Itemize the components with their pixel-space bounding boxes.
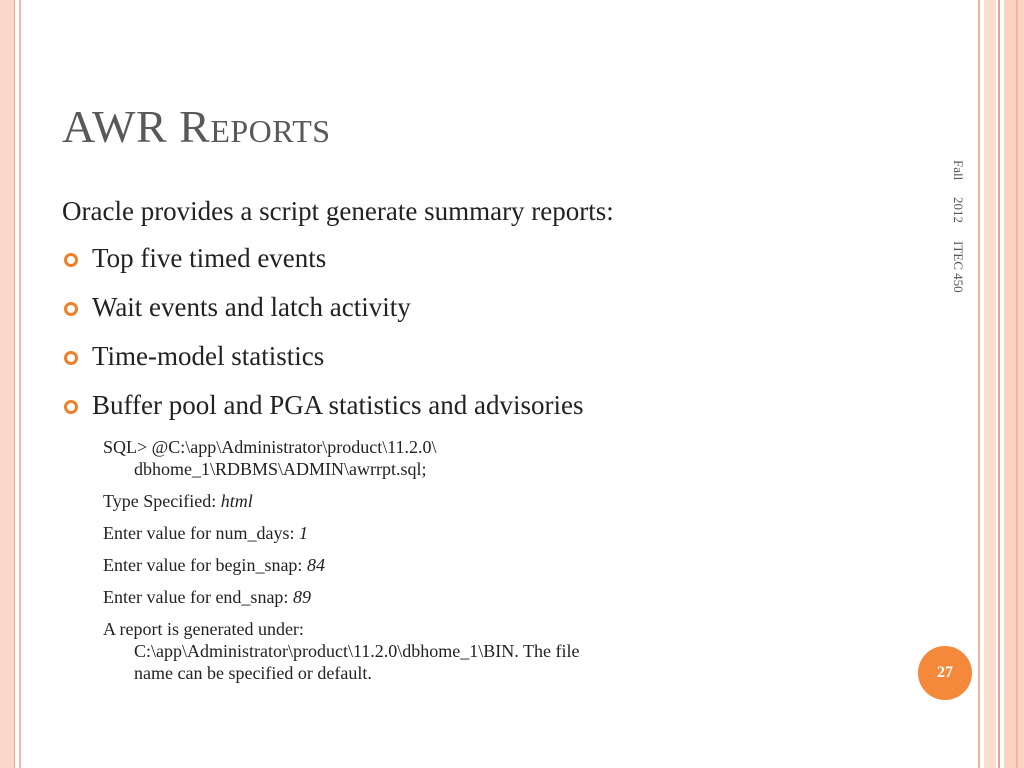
side-text-course: ITEC 450 [951,240,966,293]
side-text-year: 2012 [951,197,966,224]
left-border-decoration [0,0,15,768]
sql-line-1: SQL> @C:\app\Administrator\product\11.2.0\ [103,437,437,457]
circle-bullet-icon [64,351,78,365]
num-days-line [103,522,922,544]
circle-bullet-icon [64,253,78,267]
report-line-3: name can be specified or default. [134,663,372,683]
lead-text: Oracle provides a script generate summary reports: [62,196,614,226]
circle-bullet-icon [64,400,78,414]
bullet-text: Top five timed events [92,243,327,273]
type-label: Type Specified: [103,491,221,511]
begin-snap-label: Enter value for begin_snap: [103,555,307,575]
end-snap-value: 89 [292,587,311,607]
slide-content [62,188,922,684]
bullet-item [62,332,922,381]
num-days-label: Enter value for num_days: [103,523,299,543]
left-line-decoration [19,0,21,768]
bullet-text: Wait events and latch activity [92,292,411,322]
begin-snap-line [103,554,922,576]
type-value: html [220,491,253,511]
circle-bullet-icon [64,302,78,316]
sql-line-2: dbhome_1\RDBMS\ADMIN\awrrpt.sql; [134,459,427,479]
report-line-1: A report is generated under: [103,619,304,639]
bullet-item [62,381,922,430]
side-footer-text [950,160,966,306]
end-snap-label: Enter value for end_snap: [103,587,293,607]
num-days-value: 1 [298,523,308,543]
report-line-2: C:\app\Administrator\product\11.2.0\dbhome_1\BIN. The file [134,641,580,661]
bullet-item [62,283,922,332]
right-border-decoration [978,0,1024,768]
type-specified-line [103,490,922,512]
bullet-text: Time-model statistics [92,341,325,371]
side-text-term: Fall [951,160,966,181]
bullet-text: Buffer pool and PGA statistics and advisories [92,390,584,420]
slide-title: AWR Reports [62,101,331,152]
begin-snap-value: 84 [306,555,325,575]
bullet-item [62,234,922,283]
end-snap-line [103,586,922,608]
sql-command [103,436,922,480]
page-number-badge: 27 [918,646,972,700]
report-location [103,618,922,684]
